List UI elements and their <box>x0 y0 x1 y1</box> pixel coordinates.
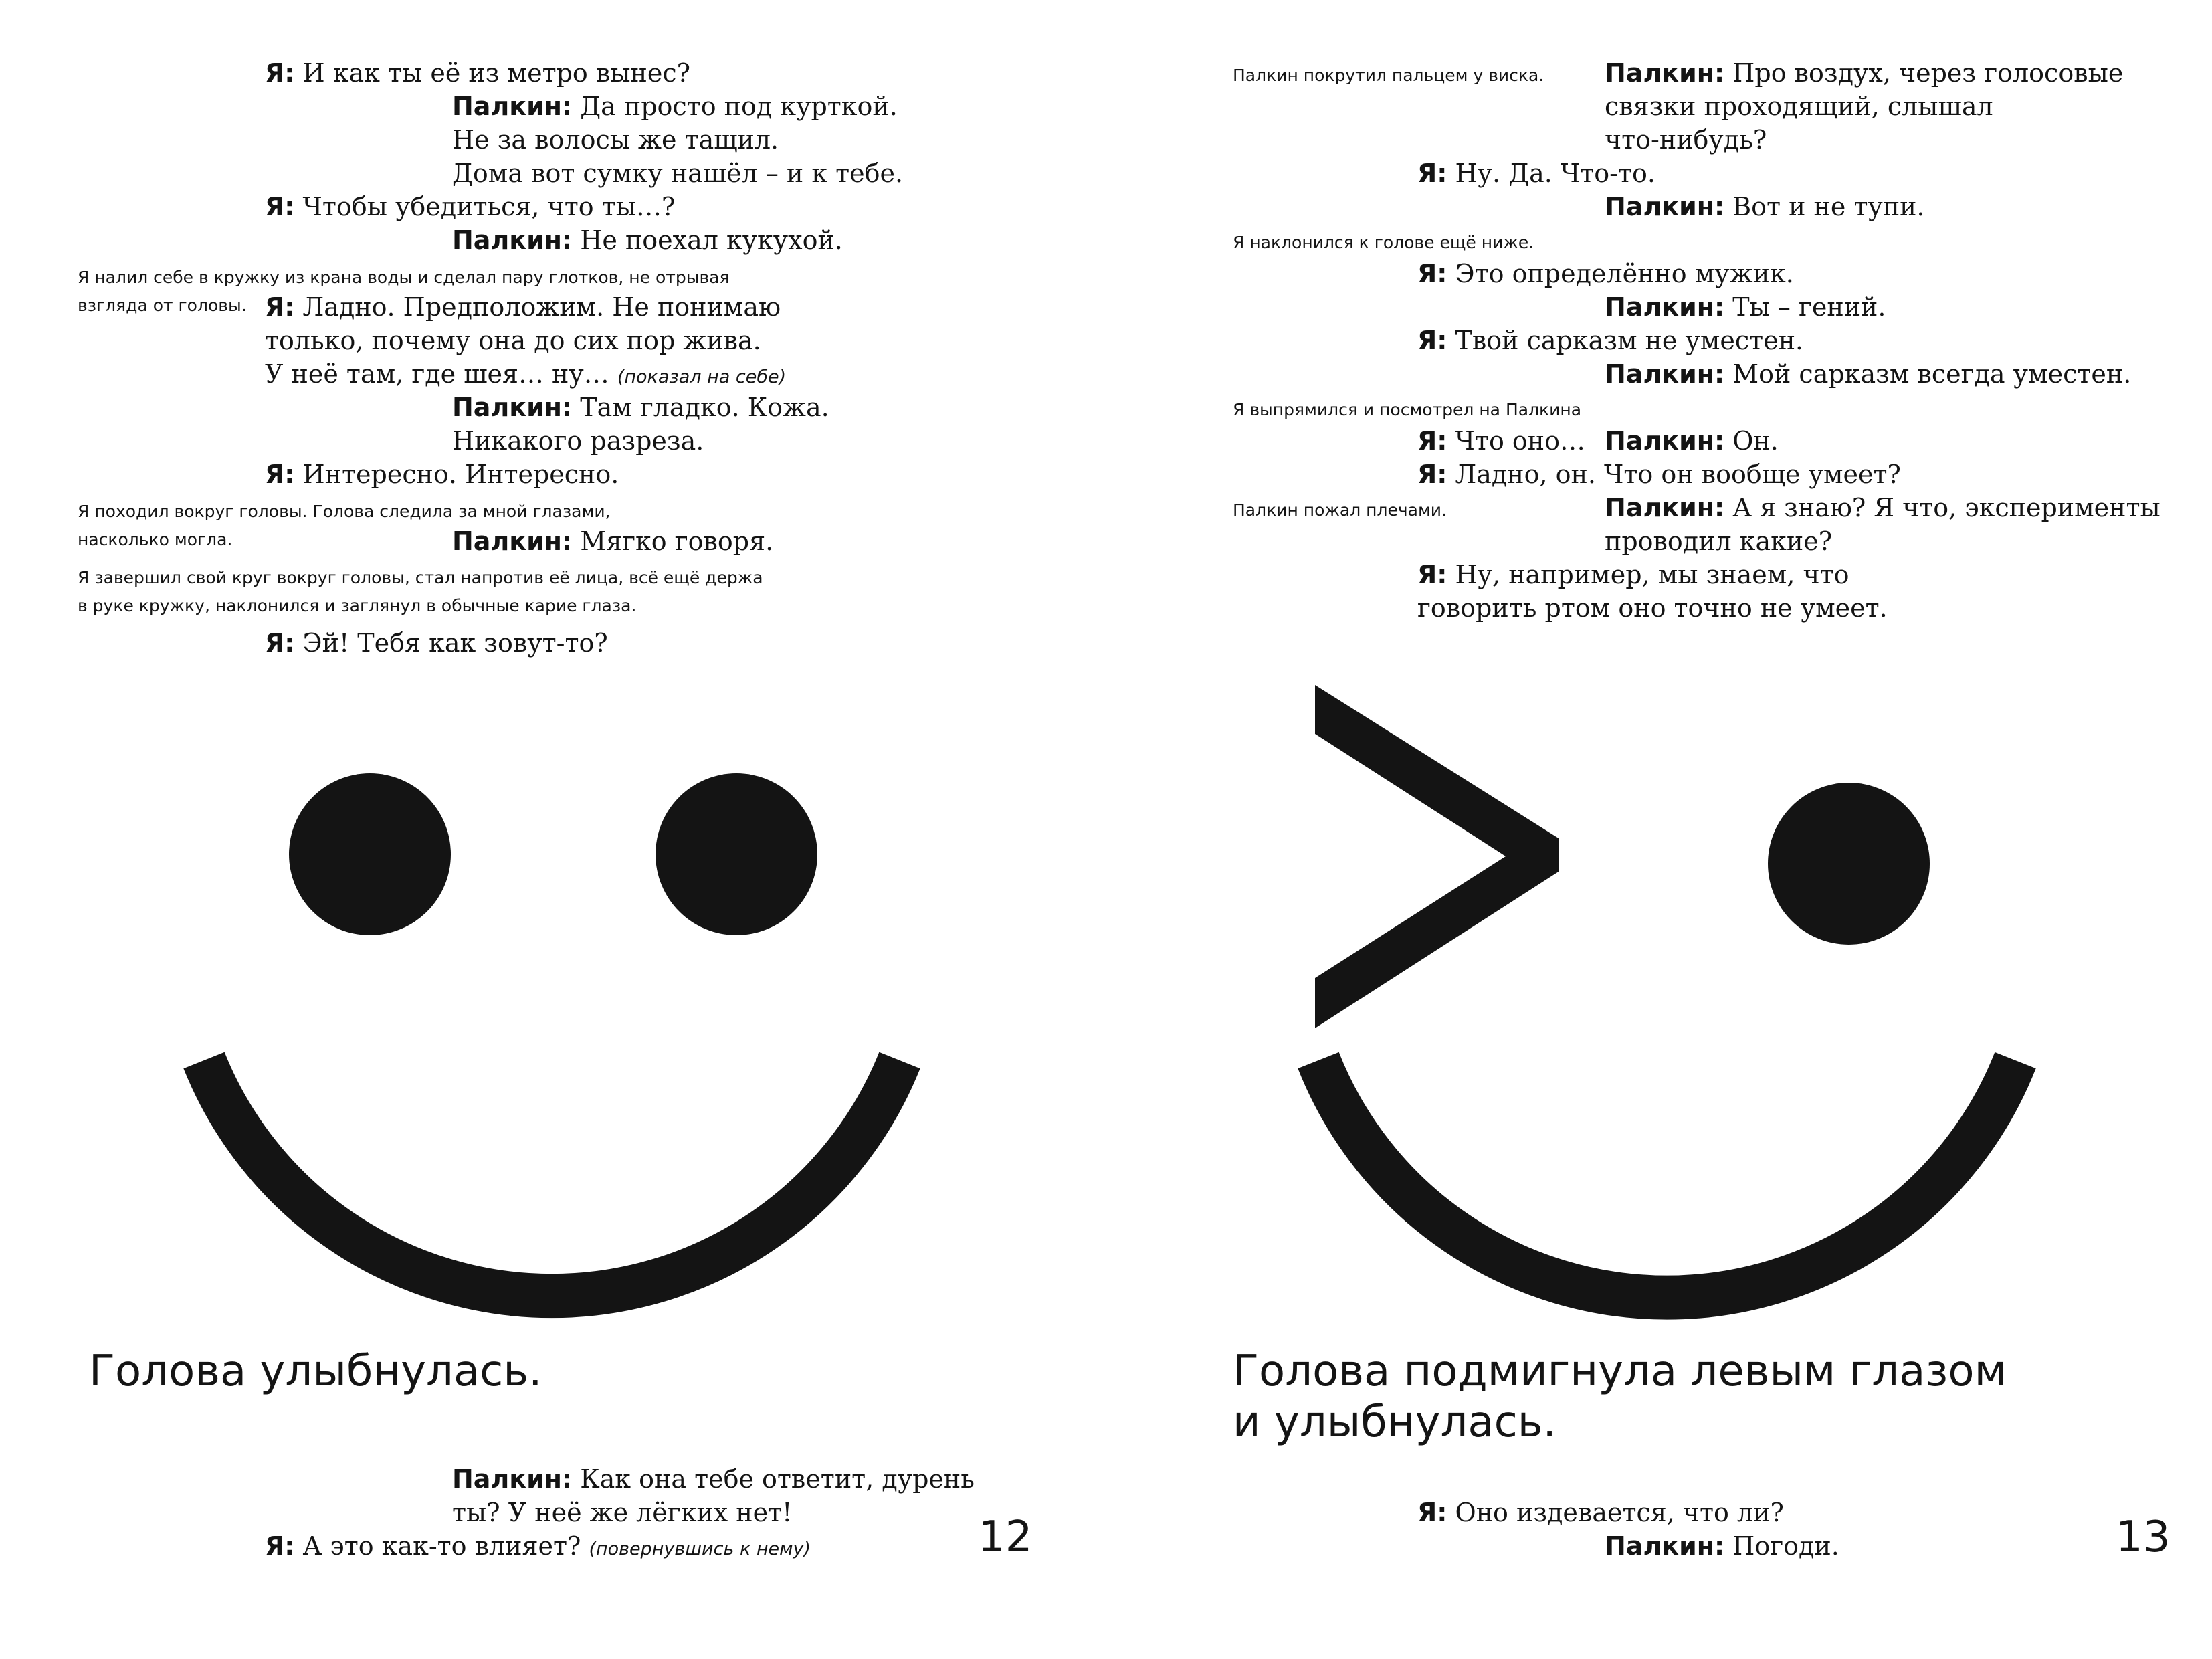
dialogue-line: Никакого разреза. <box>452 426 704 456</box>
dialogue-line: только, почему она до сих пор жива. <box>265 326 761 355</box>
dialogue-line: проводил какие? <box>1605 526 1833 556</box>
page-number: 13 <box>2116 1512 2171 1562</box>
dialogue-line: Палкин: Мягко говоря. <box>452 526 774 556</box>
dialogue-line: ты? У неё же лёгких нет! <box>452 1498 793 1527</box>
dialogue-line: Я: Ну, например, мы знаем, что <box>1417 560 1849 589</box>
dialogue-line: связки проходящий, слышал <box>1605 92 1993 121</box>
dialogue-line: Я: Ну. Да. Что-то. <box>1417 159 1656 188</box>
page-headline-line2: и улыбнулась. <box>1233 1397 1556 1447</box>
dialogue-line: Я: Эй! Тебя как зовут-то? <box>265 628 608 658</box>
dialogue-line: Я: Твой сарказм не уместен. <box>1417 326 1804 355</box>
dialogue-line: Палкин: Как она тебе ответит, дурень <box>452 1464 975 1494</box>
dialogue-line: Я: Что оно… <box>1417 426 1585 456</box>
dialogue-line: Палкин: Вот и не тупи. <box>1605 192 1925 221</box>
dialogue-line: Палкин: Про воздух, через голосовые <box>1605 58 2124 88</box>
dialogue-line: Я: А это как-то влияет? (повернувшись к нему) <box>265 1531 811 1561</box>
right-page <box>1106 0 2211 1659</box>
stage-direction: Я налил себе в кружку из крана воды и сделал пару глотков, не отрывая <box>78 268 730 287</box>
stage-direction: Я наклонился к голове ещё ниже. <box>1233 233 1534 252</box>
dialogue-line: Палкин: Погоди. <box>1605 1531 1839 1561</box>
dialogue-line: Не за волосы же тащил. <box>452 125 779 155</box>
stage-direction: Я завершил свой круг вокруг головы, стал напротив её лица, всё ещё держа <box>78 568 763 587</box>
stage-direction: Палкин покрутил пальцем у виска. <box>1233 66 1544 85</box>
dialogue-line: Я: Ладно, он. Что он вообще умеет? <box>1417 460 1901 489</box>
dialogue-line: У неё там, где шея… ну… (показал на себе) <box>265 359 787 389</box>
stage-direction: Я выпрямился и посмотрел на Палкина <box>1233 400 1582 419</box>
dialogue-line: Палкин: Мой сарказм всегда уместен. <box>1605 359 2132 389</box>
dialogue-line: Я: Чтобы убедиться, что ты…? <box>265 192 676 221</box>
dialogue-line: Палкин: А я знаю? Я что, эксперименты <box>1605 493 2160 522</box>
dialogue-line: Я: Ладно. Предположим. Не понимаю <box>265 292 781 322</box>
dialogue-line: Палкин: Он. <box>1605 426 1779 456</box>
dialogue-line: Палкин: Там гладко. Кожа. <box>452 393 829 422</box>
dialogue-line: Палкин: Да просто под курткой. <box>452 92 898 121</box>
page-number: 12 <box>978 1512 1033 1562</box>
dialogue-line: Я: Оно издевается, что ли? <box>1417 1498 1784 1527</box>
stage-direction: Я походил вокруг головы. Голова следила за мной глазами, <box>78 502 611 521</box>
page-headline: Голова улыбнулась. <box>89 1347 542 1396</box>
dialogue-line: Дома вот сумку нашёл – и к тебе. <box>452 159 904 188</box>
dialogue-line: Палкин: Ты – гений. <box>1605 292 1886 322</box>
dialogue-line: Я: Интересно. Интересно. <box>265 460 619 489</box>
page-headline-line1: Голова подмигнула левым глазом <box>1233 1347 2007 1396</box>
dialogue-line: Я: Это определённо мужик. <box>1417 259 1794 288</box>
stage-direction: Палкин пожал плечами. <box>1233 500 1447 520</box>
dialogue-line: Я: И как ты её из метро вынес? <box>265 58 690 88</box>
dialogue-line: Палкин: Не поехал кукухой. <box>452 225 843 255</box>
dialogue-line: что-нибудь? <box>1605 125 1767 155</box>
dialogue-line: говорить ртом оно точно не умеет. <box>1417 593 1888 623</box>
stage-direction: насколько могла. <box>78 530 233 549</box>
stage-direction: в руке кружку, наклонился и заглянул в обычные карие глаза. <box>78 596 637 615</box>
stage-direction: взгляда от головы. <box>78 296 247 315</box>
